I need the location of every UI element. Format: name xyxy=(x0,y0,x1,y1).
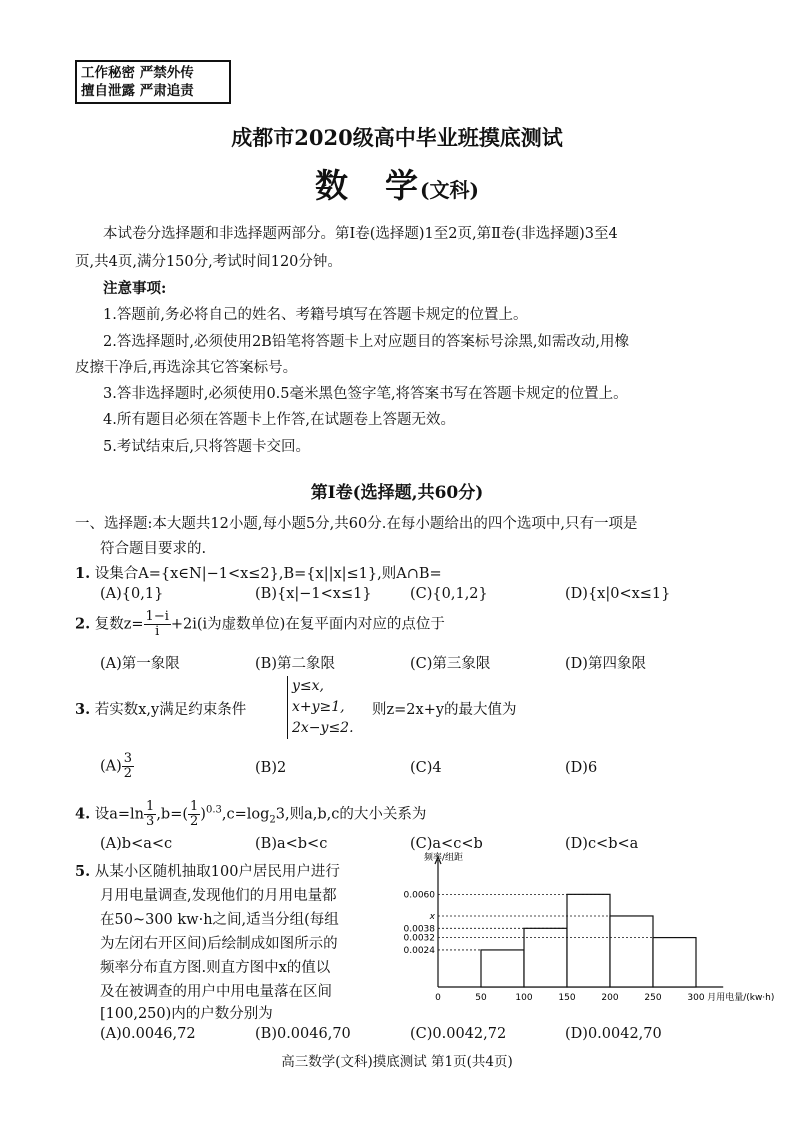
histogram-bar xyxy=(481,950,524,987)
q2-frac-num: 1−i xyxy=(145,609,169,624)
q4-frac-1 xyxy=(144,800,156,829)
question-1 xyxy=(75,564,442,584)
q1-stem: 设集合A={x∈N|−1<x≤2},B={x||x|≤1},则A∩B= xyxy=(94,566,442,582)
q5-line-3: 在50~300 kw·h之间,适当分组(每组 xyxy=(100,912,339,928)
q4-s5: 3,则a,b,c的大小关系为 xyxy=(275,806,427,823)
x-tick-label: 50 xyxy=(475,993,487,1003)
q4-s4: ,c=log xyxy=(221,806,270,823)
page-footer: 高三数学(文科)摸底测试 第1页(共4页) xyxy=(281,1054,513,1070)
notice-4: 4.所有题目必须在答题卡上作答,在试题卷上答题无效。 xyxy=(103,412,455,428)
q2-option-a: (A)第一象限 xyxy=(100,656,180,672)
question-4 xyxy=(75,800,426,830)
q4-f1-den: 3 xyxy=(146,814,155,829)
q3-a-num: 3 xyxy=(123,751,133,766)
q2-number: 2. xyxy=(75,615,91,633)
notice-2a: 2.答选择题时,必须使用2B铅笔将答题卡上对应题目的答案标号涂黑,如需改动,用橡 xyxy=(103,334,630,350)
q4-f2-num: 1 xyxy=(190,799,199,814)
q5-line-7: [100,250)内的户数分别为 xyxy=(100,1006,273,1022)
q2-post: +2i(i为虚数单位)在复平面内对应的点位于 xyxy=(170,616,445,633)
q2-option-c: (C)第三象限 xyxy=(410,656,491,672)
q2-frac-den: i xyxy=(155,624,160,639)
q2-option-b: (B)第二象限 xyxy=(255,656,335,672)
q4-f2-den: 2 xyxy=(190,814,199,829)
q3-post: 则z=2x+y的最大值为 xyxy=(372,702,517,718)
section-heading: 第Ⅰ卷(选择题,共60分) xyxy=(310,483,484,503)
histogram-bar xyxy=(524,928,567,987)
notice-heading: 注意事项: xyxy=(103,280,167,297)
q4-exponent: 0.3 xyxy=(205,804,222,816)
exam-title: 成都市2020级高中毕业班摸底测试 xyxy=(231,125,563,150)
q5-option-b: (B)0.0046,70 xyxy=(255,1026,351,1042)
q5-line-5: 频率分布直方图.则直方图中x的值以 xyxy=(100,960,331,976)
q1-option-a: (A){0,1} xyxy=(100,586,164,602)
q1-option-b: (B){x|−1<x≤1} xyxy=(255,586,372,602)
y-tick-label: 0.0060 xyxy=(403,890,435,901)
q4-option-b: (B)a<b<c xyxy=(255,836,328,852)
subject-title xyxy=(0,160,794,207)
stamp-line-2: 擅自泄露 严肃追责 xyxy=(81,83,194,99)
q4-log-base: 2 xyxy=(269,814,276,826)
question-2 xyxy=(75,610,445,639)
histogram-bar xyxy=(610,916,653,987)
q4-option-a: (A)b<a<c xyxy=(100,836,173,852)
x-tick-label: 200 xyxy=(601,993,619,1003)
notice-3: 3.答非选择题时,必须使用0.5毫米黑色签字笔,将答案书写在答题卡规定的位置上。 xyxy=(103,386,628,402)
subject-type: (文科) xyxy=(420,178,479,202)
part-intro-2: 符合题目要求的. xyxy=(100,541,207,557)
q4-option-c: (C)a<c<b xyxy=(410,836,483,852)
q3-constraint-3: 2x−y≤2. xyxy=(292,720,354,736)
q3-option-c: (C)4 xyxy=(410,760,442,776)
q4-s2: ,b=( xyxy=(156,806,189,823)
q2-pre: 复数z= xyxy=(94,616,144,633)
x-tick-label: 300 xyxy=(687,993,705,1003)
intro-line-2: 页,共4页,满分150分,考试时间120分钟。 xyxy=(75,254,342,270)
q4-option-d: (D)c<b<a xyxy=(565,836,639,852)
q4-s1: 设a=ln xyxy=(94,806,145,823)
q5-option-a: (A)0.0046,72 xyxy=(100,1026,196,1042)
q3-constraint-system xyxy=(287,676,354,739)
intro-line-1: 本试卷分选择题和非选择题两部分。第Ⅰ卷(选择题)1至2页,第Ⅱ卷(非选择题)3至4 xyxy=(103,226,618,242)
x-tick-label: 100 xyxy=(515,993,533,1003)
x-axis-label: 月用电量/(kw·h) xyxy=(707,993,775,1003)
part-intro-1: 一、选择题:本大题共12小题,每小题5分,共60分.在每小题给出的四个选项中,只有一项是 xyxy=(75,516,638,532)
q3-option-d: (D)6 xyxy=(565,760,598,776)
x-tick-label: 0 xyxy=(435,993,441,1003)
histogram-chart xyxy=(380,852,775,1012)
q5-line-1: 从某小区随机抽取100户居民用户进行 xyxy=(94,864,340,880)
q3-a-den: 2 xyxy=(123,766,133,781)
y-tick-label: 0.0038 xyxy=(403,924,435,935)
notice-1: 1.答题前,务必将自己的姓名、考籍号填写在答题卡规定的位置上。 xyxy=(103,307,528,323)
q3-option-b: (B)2 xyxy=(255,760,287,776)
q1-option-d: (D){x|0<x≤1} xyxy=(565,586,671,602)
notice-5: 5.考试结束后,只将答题卡交回。 xyxy=(103,439,310,455)
q4-f1-num: 1 xyxy=(146,799,155,814)
q3-a-label: (A) xyxy=(100,758,122,775)
q4-frac-2 xyxy=(188,800,200,829)
y-tick-label: 0.0032 xyxy=(403,933,435,944)
stamp-line-1: 工作秘密 严禁外传 xyxy=(81,65,194,81)
confidential-stamp xyxy=(75,60,231,104)
y-tick-label: 0.0024 xyxy=(403,945,435,956)
q1-option-c: (C){0,1,2} xyxy=(410,586,488,602)
y-tick-label: x xyxy=(429,911,435,922)
histogram-bar xyxy=(653,938,696,987)
question-3 xyxy=(75,700,246,720)
q3-a-fraction xyxy=(122,752,134,781)
q5-line-6: 及在被调查的用户中用电量落在区间 xyxy=(100,984,332,1000)
q3-constraint-2: x+y≥1, xyxy=(292,699,345,715)
q5-number: 5. xyxy=(75,863,91,880)
q5-line-4: 为左闭右开区间)后绘制成如图所示的 xyxy=(100,936,338,952)
x-tick-label: 150 xyxy=(558,993,576,1003)
q5-option-c: (C)0.0042,72 xyxy=(410,1026,507,1042)
histogram-bar xyxy=(567,894,610,987)
q3-constraint-1: y≤x, xyxy=(292,678,324,694)
q5-option-d: (D)0.0042,70 xyxy=(565,1026,662,1042)
x-tick-label: 250 xyxy=(644,993,662,1003)
q4-s3: ) xyxy=(200,806,206,823)
y-axis-label: 频率/组距 xyxy=(424,853,464,863)
notice-2b: 皮擦干净后,再选涂其它答案标号。 xyxy=(75,360,298,376)
q3-stem: 若实数x,y满足约束条件 xyxy=(94,702,247,718)
q5-line-2: 月用电量调查,发现他们的月用电量都 xyxy=(100,888,337,904)
q3-option-a xyxy=(100,752,134,781)
q3-number: 3. xyxy=(75,701,91,718)
q4-number: 4. xyxy=(75,805,91,823)
question-5 xyxy=(75,862,340,882)
subject-name: 数 学 xyxy=(315,166,421,205)
q2-fraction xyxy=(144,610,171,639)
q1-number: 1. xyxy=(75,565,91,582)
q2-option-d: (D)第四象限 xyxy=(565,656,646,672)
